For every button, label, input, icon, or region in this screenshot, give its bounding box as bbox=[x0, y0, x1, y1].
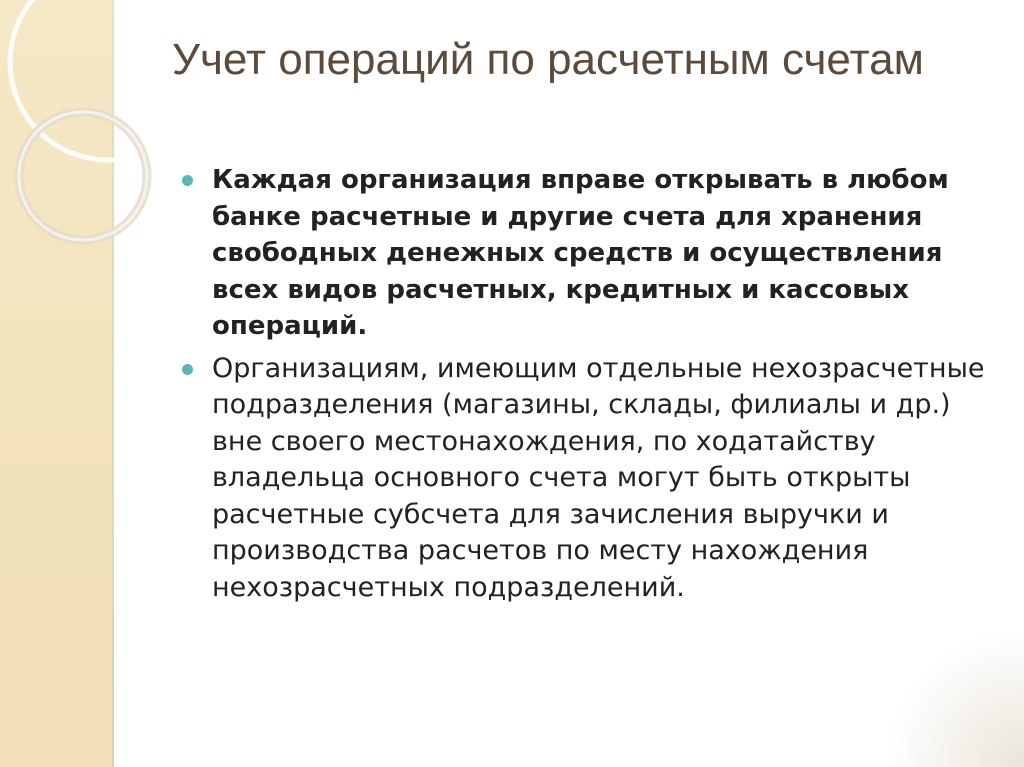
side-band-edge bbox=[112, 0, 114, 767]
bullet-item bbox=[178, 351, 998, 607]
bullet-dot-icon bbox=[182, 175, 193, 186]
slide-title: Учет операций по расчетным счетам bbox=[172, 35, 924, 84]
bullet-list bbox=[178, 162, 998, 612]
bullet-item bbox=[178, 162, 998, 345]
corner-page-curl bbox=[884, 627, 1024, 767]
decorative-side-band bbox=[0, 0, 112, 767]
bullet-text: Каждая организация вправе открывать в любом банке расчетные и другие счета для хранения свободных денежных средств и осуществления всех видов расчетных, кредитных и кассовых операций. bbox=[212, 165, 949, 341]
bullet-dot-icon bbox=[182, 364, 193, 375]
bullet-text: Организациям, имеющим отдельные нехозрасчетные подразделения (магазины, склады, филиалы и др.) вне своего местонахождения, по ходатайству владельца основного счета могут быть открыты расчетные субсчета для зачисления выручки и производства расчетов по месту нахождения нехозрасчетных подразделений. bbox=[212, 352, 985, 603]
